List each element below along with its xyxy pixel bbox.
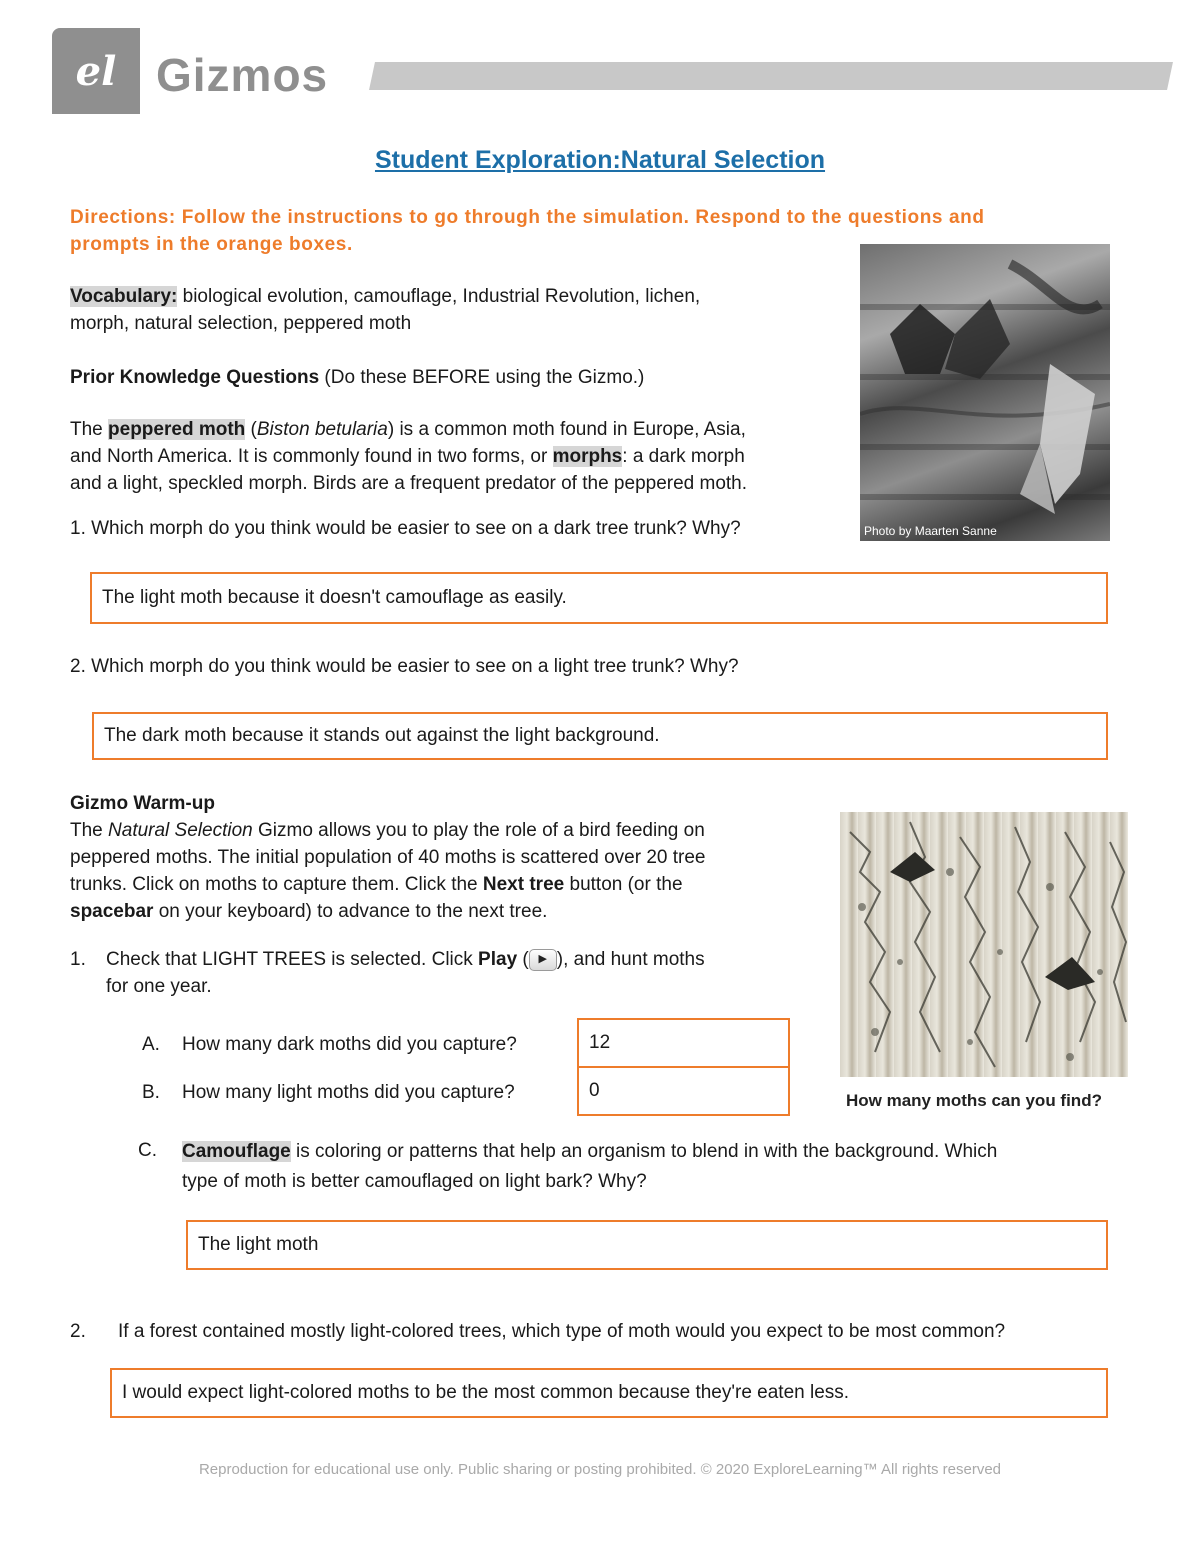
intro-text: The (70, 419, 109, 440)
directions-text: Directions: Follow the instructions to go through the simulation. Respond to the questions and prompts in the orange boxes. (70, 207, 985, 255)
warmup-text: button (or the (564, 874, 683, 895)
step-text: Check that LIGHT TREES is selected. Click (106, 949, 479, 970)
gizmo-name: Natural Selection (108, 820, 253, 841)
answer-box-a[interactable] (577, 1018, 790, 1068)
scientific-name: Biston betularia (256, 419, 388, 440)
answer-box-q2[interactable] (92, 712, 1108, 760)
step-text: ( (517, 949, 529, 970)
play-icon: ▶ (529, 949, 557, 971)
intro-text: : a dark morph (622, 446, 745, 467)
warmup-text: trunks. Click on moths to capture them. Click the (70, 874, 483, 895)
spacebar-term: spacebar (70, 901, 154, 922)
moths-on-bark-image (840, 812, 1128, 1077)
answer-box-step-2[interactable] (110, 1368, 1108, 1418)
answer-text-q2: The dark moth because it stands out against the light background. (104, 725, 660, 746)
answer-text-a: 12 (589, 1032, 611, 1053)
question-1: 1. Which morph do you think would be easier to see on a dark tree trunk? Why? (70, 518, 741, 539)
warmup-section (70, 790, 830, 925)
term-morphs: morphs (552, 446, 623, 467)
vocabulary (70, 283, 840, 337)
question-b-text: How many light moths did you capture? (182, 1082, 515, 1103)
question-c-text (182, 1137, 1122, 1197)
answer-box-c[interactable] (186, 1220, 1108, 1270)
prior-note: (Do these BEFORE using the Gizmo.) (319, 367, 645, 388)
warmup-text: Gizmo allows you to play the role of a bird feeding on (252, 820, 705, 841)
footer-copyright: Reproduction for educational use only. Public sharing or posting prohibited. © 2020 ExploreLearning™ All rights reserved (198, 1461, 1002, 1478)
question-c-line1: is coloring or patterns that help an organism to blend in with the background. Which (290, 1141, 998, 1162)
page-title: Student Exploration:Natural Selection (374, 146, 826, 174)
intro-paragraph (70, 416, 850, 497)
step-1-text (106, 946, 806, 1000)
question-c-line2: type of moth is better camouflaged on light bark? Why? (182, 1171, 647, 1192)
header-bar (369, 62, 1173, 90)
answer-text-b: 0 (589, 1080, 600, 1101)
intro-text: and a light, speckled morph. Birds are a frequent predator of the peppered moth. (70, 473, 748, 494)
answer-text-c: The light moth (198, 1234, 319, 1255)
answer-text-step-2: I would expect light-colored moths to be the most common because they're eaten less. (122, 1382, 850, 1403)
warmup-text: The (70, 820, 109, 841)
question-2: 2. Which morph do you think would be easier to see on a light tree trunk? Why? (70, 656, 739, 677)
next-tree-term: Next tree (482, 874, 565, 895)
vocabulary-label: Vocabulary: (70, 286, 178, 307)
term-camouflage: Camouflage (182, 1141, 291, 1162)
warmup-heading: Gizmo Warm-up (70, 793, 215, 814)
vocabulary-line1: biological evolution, camouflage, Industrial Revolution, lichen, (177, 286, 701, 307)
image-caption: How many moths can you find? (846, 1091, 1102, 1110)
photo-credit: Photo by Maarten Sanne (864, 524, 997, 538)
intro-text: and North America. It is commonly found in two forms, or (70, 446, 553, 467)
intro-text: ( (245, 419, 257, 440)
logo-mark: el (75, 47, 117, 95)
step-1-number: 1. (70, 949, 86, 970)
answer-box-q1[interactable] (90, 572, 1108, 624)
vocabulary-line2: morph, natural selection, peppered moth (70, 313, 412, 334)
question-c-label: C. (138, 1140, 157, 1161)
question-a-text: How many dark moths did you capture? (182, 1034, 517, 1055)
prior-knowledge (70, 364, 840, 391)
prior-heading: Prior Knowledge Questions (70, 367, 320, 388)
step-text: ), and hunt moths (556, 949, 705, 970)
intro-text: ) is a common moth found in Europe, Asia, (387, 419, 746, 440)
warmup-text: on your keyboard) to advance to the next tree. (153, 901, 548, 922)
answer-text-q1: The light moth because it doesn't camouflage as easily. (102, 587, 567, 608)
term-peppered-moth: peppered moth (108, 419, 246, 440)
step-2-text: If a forest contained mostly light-colored trees, which type of moth would you expect to be most common? (118, 1321, 1006, 1342)
question-a-label: A. (142, 1034, 160, 1055)
step-2-number: 2. (70, 1321, 86, 1342)
peppered-moth-photo (860, 244, 1110, 541)
question-b-label: B. (142, 1082, 160, 1103)
brand-name: Gizmos (156, 49, 329, 101)
step-text: for one year. (106, 976, 212, 997)
warmup-text: peppered moths. The initial population of 40 moths is scattered over 20 tree (70, 847, 706, 868)
gizmos-logo-box (52, 28, 140, 114)
play-term: Play (478, 949, 518, 970)
answer-box-b[interactable] (577, 1066, 790, 1116)
